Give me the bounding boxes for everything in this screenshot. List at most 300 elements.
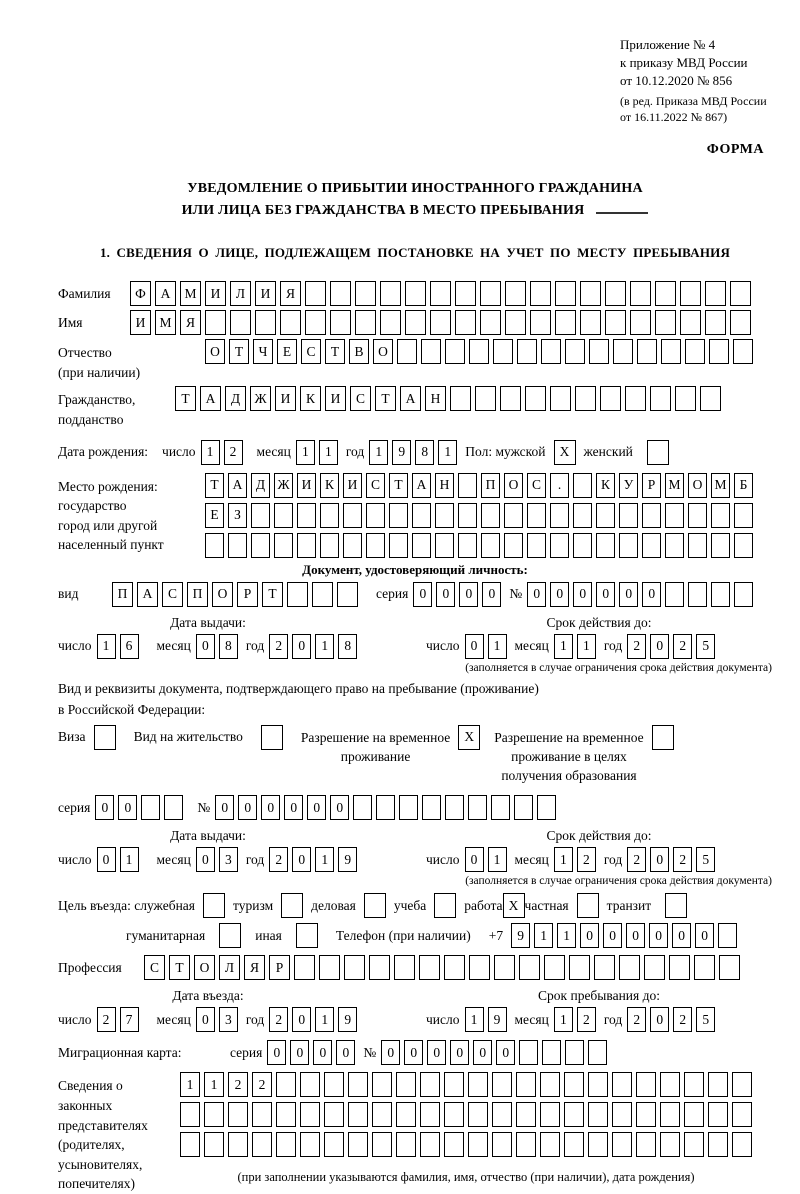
char-box[interactable] xyxy=(412,503,431,528)
char-box[interactable]: О xyxy=(688,473,707,498)
char-box[interactable] xyxy=(397,339,417,364)
char-box[interactable] xyxy=(537,795,556,820)
char-box[interactable] xyxy=(280,310,301,335)
char-box[interactable]: Я xyxy=(280,281,301,306)
char-box[interactable]: 2 xyxy=(673,1007,692,1032)
purpose-other-checkbox[interactable] xyxy=(296,923,318,948)
char-box[interactable] xyxy=(444,1132,464,1157)
char-box[interactable]: 0 xyxy=(238,795,257,820)
char-box[interactable]: 0 xyxy=(292,1007,311,1032)
char-box[interactable] xyxy=(734,582,753,607)
char-box[interactable] xyxy=(421,339,441,364)
char-box[interactable] xyxy=(660,1132,680,1157)
char-box[interactable]: 0 xyxy=(626,923,645,948)
char-box[interactable] xyxy=(644,955,665,980)
char-box[interactable]: 2 xyxy=(577,847,596,872)
char-box[interactable] xyxy=(481,503,500,528)
char-box[interactable] xyxy=(542,1040,561,1065)
char-box[interactable]: 1 xyxy=(554,847,573,872)
char-box[interactable] xyxy=(711,503,730,528)
char-box[interactable] xyxy=(555,281,576,306)
char-box[interactable]: . xyxy=(550,473,569,498)
char-box[interactable] xyxy=(500,386,521,411)
char-box[interactable]: 1 xyxy=(488,847,507,872)
char-box[interactable] xyxy=(660,1102,680,1127)
char-box[interactable] xyxy=(348,1102,368,1127)
char-box[interactable] xyxy=(564,1132,584,1157)
char-box[interactable]: И xyxy=(130,310,151,335)
char-box[interactable] xyxy=(612,1102,632,1127)
char-box[interactable] xyxy=(480,281,501,306)
char-box[interactable]: 0 xyxy=(650,847,669,872)
char-box[interactable] xyxy=(688,503,707,528)
char-box[interactable] xyxy=(580,281,601,306)
char-box[interactable] xyxy=(251,533,270,558)
char-box[interactable] xyxy=(366,503,385,528)
char-box[interactable] xyxy=(164,795,183,820)
char-box[interactable] xyxy=(492,1132,512,1157)
char-box[interactable]: А xyxy=(228,473,247,498)
char-box[interactable]: Ж xyxy=(250,386,271,411)
char-box[interactable] xyxy=(420,1102,440,1127)
char-box[interactable]: 1 xyxy=(438,440,457,465)
char-box[interactable] xyxy=(527,533,546,558)
char-box[interactable]: 1 xyxy=(97,634,116,659)
char-box[interactable] xyxy=(305,310,326,335)
char-box[interactable] xyxy=(684,1102,704,1127)
char-box[interactable] xyxy=(422,795,441,820)
purpose-official-checkbox[interactable] xyxy=(203,893,225,918)
char-box[interactable]: 0 xyxy=(650,1007,669,1032)
char-box[interactable] xyxy=(228,1102,248,1127)
char-box[interactable] xyxy=(435,503,454,528)
char-box[interactable] xyxy=(550,533,569,558)
char-box[interactable]: 0 xyxy=(290,1040,309,1065)
char-box[interactable] xyxy=(348,1072,368,1097)
char-box[interactable] xyxy=(711,533,730,558)
char-box[interactable] xyxy=(665,582,684,607)
char-box[interactable] xyxy=(669,955,690,980)
char-box[interactable] xyxy=(469,955,490,980)
char-box[interactable] xyxy=(516,1132,536,1157)
char-box[interactable]: Т xyxy=(375,386,396,411)
char-box[interactable]: 0 xyxy=(473,1040,492,1065)
char-box[interactable]: 1 xyxy=(369,440,388,465)
char-box[interactable]: Н xyxy=(435,473,454,498)
char-box[interactable] xyxy=(569,955,590,980)
char-box[interactable] xyxy=(204,1102,224,1127)
char-box[interactable] xyxy=(684,1132,704,1157)
char-box[interactable]: З xyxy=(228,503,247,528)
char-box[interactable] xyxy=(505,310,526,335)
char-box[interactable] xyxy=(455,310,476,335)
char-box[interactable] xyxy=(320,503,339,528)
char-box[interactable]: 0 xyxy=(267,1040,286,1065)
char-box[interactable] xyxy=(555,310,576,335)
char-box[interactable] xyxy=(287,582,308,607)
char-box[interactable]: 0 xyxy=(619,582,638,607)
char-box[interactable]: 0 xyxy=(436,582,455,607)
char-box[interactable] xyxy=(544,955,565,980)
residence-permit-checkbox[interactable] xyxy=(261,725,283,750)
char-box[interactable] xyxy=(405,310,426,335)
char-box[interactable] xyxy=(636,1132,656,1157)
char-box[interactable]: С xyxy=(301,339,321,364)
char-box[interactable] xyxy=(594,955,615,980)
char-box[interactable] xyxy=(564,1072,584,1097)
char-box[interactable] xyxy=(708,1072,728,1097)
temp-residence-checkbox[interactable]: X xyxy=(458,725,480,750)
char-box[interactable]: Д xyxy=(225,386,246,411)
char-box[interactable] xyxy=(444,1102,464,1127)
char-box[interactable]: 2 xyxy=(97,1007,116,1032)
char-box[interactable]: 5 xyxy=(696,847,715,872)
purpose-tourism-checkbox[interactable] xyxy=(281,893,303,918)
char-box[interactable]: 0 xyxy=(580,923,599,948)
char-box[interactable] xyxy=(180,1102,200,1127)
char-box[interactable] xyxy=(396,1072,416,1097)
char-box[interactable] xyxy=(276,1132,296,1157)
char-box[interactable] xyxy=(458,503,477,528)
char-box[interactable] xyxy=(372,1072,392,1097)
char-box[interactable]: 0 xyxy=(336,1040,355,1065)
char-box[interactable]: 0 xyxy=(527,582,546,607)
char-box[interactable] xyxy=(458,473,477,498)
char-box[interactable] xyxy=(680,310,701,335)
char-box[interactable]: 0 xyxy=(482,582,501,607)
char-box[interactable]: 1 xyxy=(534,923,553,948)
char-box[interactable] xyxy=(605,310,626,335)
char-box[interactable]: 2 xyxy=(269,1007,288,1032)
char-box[interactable] xyxy=(468,1072,488,1097)
char-box[interactable] xyxy=(519,1040,538,1065)
char-box[interactable] xyxy=(613,339,633,364)
char-box[interactable]: Т xyxy=(262,582,283,607)
char-box[interactable]: 0 xyxy=(292,847,311,872)
char-box[interactable]: В xyxy=(349,339,369,364)
char-box[interactable] xyxy=(734,503,753,528)
char-box[interactable] xyxy=(732,1072,752,1097)
char-box[interactable]: И xyxy=(205,281,226,306)
char-box[interactable]: Е xyxy=(277,339,297,364)
char-box[interactable] xyxy=(343,503,362,528)
char-box[interactable] xyxy=(709,339,729,364)
char-box[interactable] xyxy=(297,503,316,528)
char-box[interactable] xyxy=(444,1072,464,1097)
char-box[interactable]: Я xyxy=(244,955,265,980)
char-box[interactable]: Ч xyxy=(253,339,273,364)
char-box[interactable] xyxy=(376,795,395,820)
char-box[interactable]: Ф xyxy=(130,281,151,306)
char-box[interactable]: О xyxy=(194,955,215,980)
char-box[interactable]: 1 xyxy=(557,923,576,948)
char-box[interactable] xyxy=(565,1040,584,1065)
char-box[interactable] xyxy=(435,533,454,558)
char-box[interactable] xyxy=(389,533,408,558)
char-box[interactable]: А xyxy=(400,386,421,411)
char-box[interactable] xyxy=(541,339,561,364)
char-box[interactable]: К xyxy=(320,473,339,498)
char-box[interactable]: 6 xyxy=(120,634,139,659)
char-box[interactable] xyxy=(469,339,489,364)
char-box[interactable]: 0 xyxy=(261,795,280,820)
char-box[interactable]: 5 xyxy=(696,634,715,659)
char-box[interactable] xyxy=(480,310,501,335)
char-box[interactable] xyxy=(372,1132,392,1157)
char-box[interactable]: М xyxy=(711,473,730,498)
char-box[interactable]: 8 xyxy=(219,634,238,659)
char-box[interactable]: 0 xyxy=(292,634,311,659)
purpose-private-checkbox[interactable] xyxy=(577,893,599,918)
char-box[interactable]: Д xyxy=(251,473,270,498)
visa-checkbox[interactable] xyxy=(94,725,116,750)
char-box[interactable] xyxy=(516,1102,536,1127)
char-box[interactable]: 9 xyxy=(511,923,530,948)
char-box[interactable] xyxy=(324,1132,344,1157)
char-box[interactable] xyxy=(550,386,571,411)
char-box[interactable] xyxy=(625,386,646,411)
char-box[interactable] xyxy=(732,1132,752,1157)
char-box[interactable] xyxy=(455,281,476,306)
char-box[interactable]: 1 xyxy=(296,440,315,465)
char-box[interactable]: С xyxy=(527,473,546,498)
char-box[interactable] xyxy=(294,955,315,980)
char-box[interactable]: 0 xyxy=(496,1040,515,1065)
char-box[interactable] xyxy=(492,1102,512,1127)
char-box[interactable]: П xyxy=(481,473,500,498)
char-box[interactable]: 0 xyxy=(650,634,669,659)
char-box[interactable]: 2 xyxy=(269,847,288,872)
char-box[interactable] xyxy=(660,1072,680,1097)
char-box[interactable] xyxy=(205,533,224,558)
char-box[interactable]: И xyxy=(343,473,362,498)
char-box[interactable] xyxy=(708,1132,728,1157)
char-box[interactable] xyxy=(492,1072,512,1097)
char-box[interactable] xyxy=(481,533,500,558)
char-box[interactable]: П xyxy=(112,582,133,607)
char-box[interactable]: 0 xyxy=(95,795,114,820)
char-box[interactable] xyxy=(530,310,551,335)
char-box[interactable] xyxy=(580,310,601,335)
char-box[interactable]: Л xyxy=(230,281,251,306)
char-box[interactable]: 1 xyxy=(554,634,573,659)
char-box[interactable] xyxy=(575,386,596,411)
char-box[interactable] xyxy=(276,1102,296,1127)
char-box[interactable] xyxy=(734,533,753,558)
char-box[interactable]: 0 xyxy=(427,1040,446,1065)
purpose-work-checkbox[interactable]: X xyxy=(503,893,525,918)
char-box[interactable] xyxy=(550,503,569,528)
temp-residence-edu-checkbox[interactable] xyxy=(652,725,674,750)
char-box[interactable] xyxy=(494,955,515,980)
char-box[interactable] xyxy=(733,339,753,364)
char-box[interactable]: 8 xyxy=(338,634,357,659)
char-box[interactable] xyxy=(504,503,523,528)
char-box[interactable]: 2 xyxy=(224,440,243,465)
char-box[interactable]: 2 xyxy=(252,1072,272,1097)
char-box[interactable]: 0 xyxy=(284,795,303,820)
char-box[interactable]: Л xyxy=(219,955,240,980)
char-box[interactable]: 0 xyxy=(330,795,349,820)
char-box[interactable]: 1 xyxy=(315,1007,334,1032)
char-box[interactable] xyxy=(228,533,247,558)
char-box[interactable]: 0 xyxy=(307,795,326,820)
char-box[interactable]: 1 xyxy=(201,440,220,465)
char-box[interactable] xyxy=(637,339,657,364)
male-checkbox[interactable]: X xyxy=(554,440,576,465)
char-box[interactable]: 0 xyxy=(118,795,137,820)
char-box[interactable] xyxy=(330,310,351,335)
char-box[interactable] xyxy=(700,386,721,411)
char-box[interactable] xyxy=(527,503,546,528)
char-box[interactable] xyxy=(369,955,390,980)
char-box[interactable]: 2 xyxy=(673,847,692,872)
char-box[interactable]: 2 xyxy=(673,634,692,659)
char-box[interactable] xyxy=(630,281,651,306)
char-box[interactable] xyxy=(324,1102,344,1127)
char-box[interactable]: 1 xyxy=(488,634,507,659)
char-box[interactable] xyxy=(344,955,365,980)
char-box[interactable]: С xyxy=(162,582,183,607)
char-box[interactable] xyxy=(204,1132,224,1157)
char-box[interactable] xyxy=(444,955,465,980)
char-box[interactable]: И xyxy=(275,386,296,411)
char-box[interactable] xyxy=(650,386,671,411)
char-box[interactable] xyxy=(573,473,592,498)
char-box[interactable] xyxy=(276,1072,296,1097)
char-box[interactable] xyxy=(312,582,333,607)
char-box[interactable]: 0 xyxy=(215,795,234,820)
char-box[interactable]: 0 xyxy=(573,582,592,607)
char-box[interactable]: 5 xyxy=(696,1007,715,1032)
char-box[interactable]: 0 xyxy=(450,1040,469,1065)
char-box[interactable] xyxy=(348,1132,368,1157)
char-box[interactable] xyxy=(320,533,339,558)
char-box[interactable] xyxy=(504,533,523,558)
char-box[interactable]: О xyxy=(373,339,393,364)
char-box[interactable]: А xyxy=(200,386,221,411)
char-box[interactable] xyxy=(688,533,707,558)
char-box[interactable] xyxy=(419,955,440,980)
char-box[interactable]: 0 xyxy=(196,847,215,872)
char-box[interactable] xyxy=(343,533,362,558)
char-box[interactable] xyxy=(405,281,426,306)
female-checkbox[interactable] xyxy=(647,440,669,465)
char-box[interactable] xyxy=(300,1102,320,1127)
char-box[interactable] xyxy=(505,281,526,306)
char-box[interactable]: С xyxy=(144,955,165,980)
char-box[interactable] xyxy=(445,795,464,820)
char-box[interactable]: 7 xyxy=(120,1007,139,1032)
char-box[interactable]: П xyxy=(187,582,208,607)
char-box[interactable] xyxy=(612,1132,632,1157)
char-box[interactable] xyxy=(380,281,401,306)
char-box[interactable] xyxy=(596,533,615,558)
char-box[interactable] xyxy=(412,533,431,558)
char-box[interactable]: 0 xyxy=(196,1007,215,1032)
char-box[interactable] xyxy=(330,281,351,306)
char-box[interactable]: 1 xyxy=(180,1072,200,1097)
char-box[interactable]: А xyxy=(137,582,158,607)
purpose-humanitarian-checkbox[interactable] xyxy=(219,923,241,948)
char-box[interactable] xyxy=(252,1132,272,1157)
char-box[interactable]: М xyxy=(180,281,201,306)
char-box[interactable]: Т xyxy=(229,339,249,364)
char-box[interactable] xyxy=(588,1040,607,1065)
char-box[interactable]: 1 xyxy=(465,1007,484,1032)
char-box[interactable]: 1 xyxy=(577,634,596,659)
char-box[interactable] xyxy=(305,281,326,306)
char-box[interactable]: У xyxy=(619,473,638,498)
char-box[interactable] xyxy=(324,1072,344,1097)
char-box[interactable] xyxy=(705,310,726,335)
char-box[interactable]: Т xyxy=(205,473,224,498)
char-box[interactable] xyxy=(519,955,540,980)
char-box[interactable]: 0 xyxy=(313,1040,332,1065)
char-box[interactable]: 2 xyxy=(627,847,646,872)
purpose-study-checkbox[interactable] xyxy=(434,893,456,918)
char-box[interactable] xyxy=(711,582,730,607)
char-box[interactable] xyxy=(355,310,376,335)
char-box[interactable]: 1 xyxy=(204,1072,224,1097)
char-box[interactable] xyxy=(675,386,696,411)
char-box[interactable]: Н xyxy=(425,386,446,411)
purpose-transit-checkbox[interactable] xyxy=(665,893,687,918)
char-box[interactable] xyxy=(300,1072,320,1097)
char-box[interactable] xyxy=(619,533,638,558)
char-box[interactable]: И xyxy=(325,386,346,411)
char-box[interactable]: 1 xyxy=(120,847,139,872)
char-box[interactable]: 0 xyxy=(649,923,668,948)
char-box[interactable] xyxy=(420,1072,440,1097)
char-box[interactable] xyxy=(665,533,684,558)
char-box[interactable]: 0 xyxy=(459,582,478,607)
char-box[interactable]: 2 xyxy=(627,1007,646,1032)
char-box[interactable] xyxy=(565,339,585,364)
char-box[interactable]: А xyxy=(155,281,176,306)
char-box[interactable] xyxy=(619,503,638,528)
char-box[interactable] xyxy=(517,339,537,364)
char-box[interactable] xyxy=(636,1102,656,1127)
char-box[interactable] xyxy=(297,533,316,558)
char-box[interactable] xyxy=(685,339,705,364)
char-box[interactable] xyxy=(458,533,477,558)
char-box[interactable] xyxy=(589,339,609,364)
char-box[interactable]: И xyxy=(255,281,276,306)
char-box[interactable]: 2 xyxy=(269,634,288,659)
char-box[interactable]: Б xyxy=(734,473,753,498)
char-box[interactable] xyxy=(619,955,640,980)
char-box[interactable] xyxy=(450,386,471,411)
char-box[interactable]: М xyxy=(665,473,684,498)
char-box[interactable] xyxy=(642,503,661,528)
char-box[interactable] xyxy=(141,795,160,820)
char-box[interactable] xyxy=(274,533,293,558)
char-box[interactable] xyxy=(588,1072,608,1097)
char-box[interactable] xyxy=(300,1132,320,1157)
char-box[interactable]: 0 xyxy=(381,1040,400,1065)
char-box[interactable]: 0 xyxy=(550,582,569,607)
char-box[interactable] xyxy=(372,1102,392,1127)
char-box[interactable] xyxy=(228,1132,248,1157)
char-box[interactable]: 2 xyxy=(627,634,646,659)
char-box[interactable]: М xyxy=(155,310,176,335)
char-box[interactable] xyxy=(516,1072,536,1097)
char-box[interactable] xyxy=(540,1072,560,1097)
char-box[interactable]: Ж xyxy=(274,473,293,498)
char-box[interactable] xyxy=(708,1102,728,1127)
char-box[interactable] xyxy=(396,1102,416,1127)
